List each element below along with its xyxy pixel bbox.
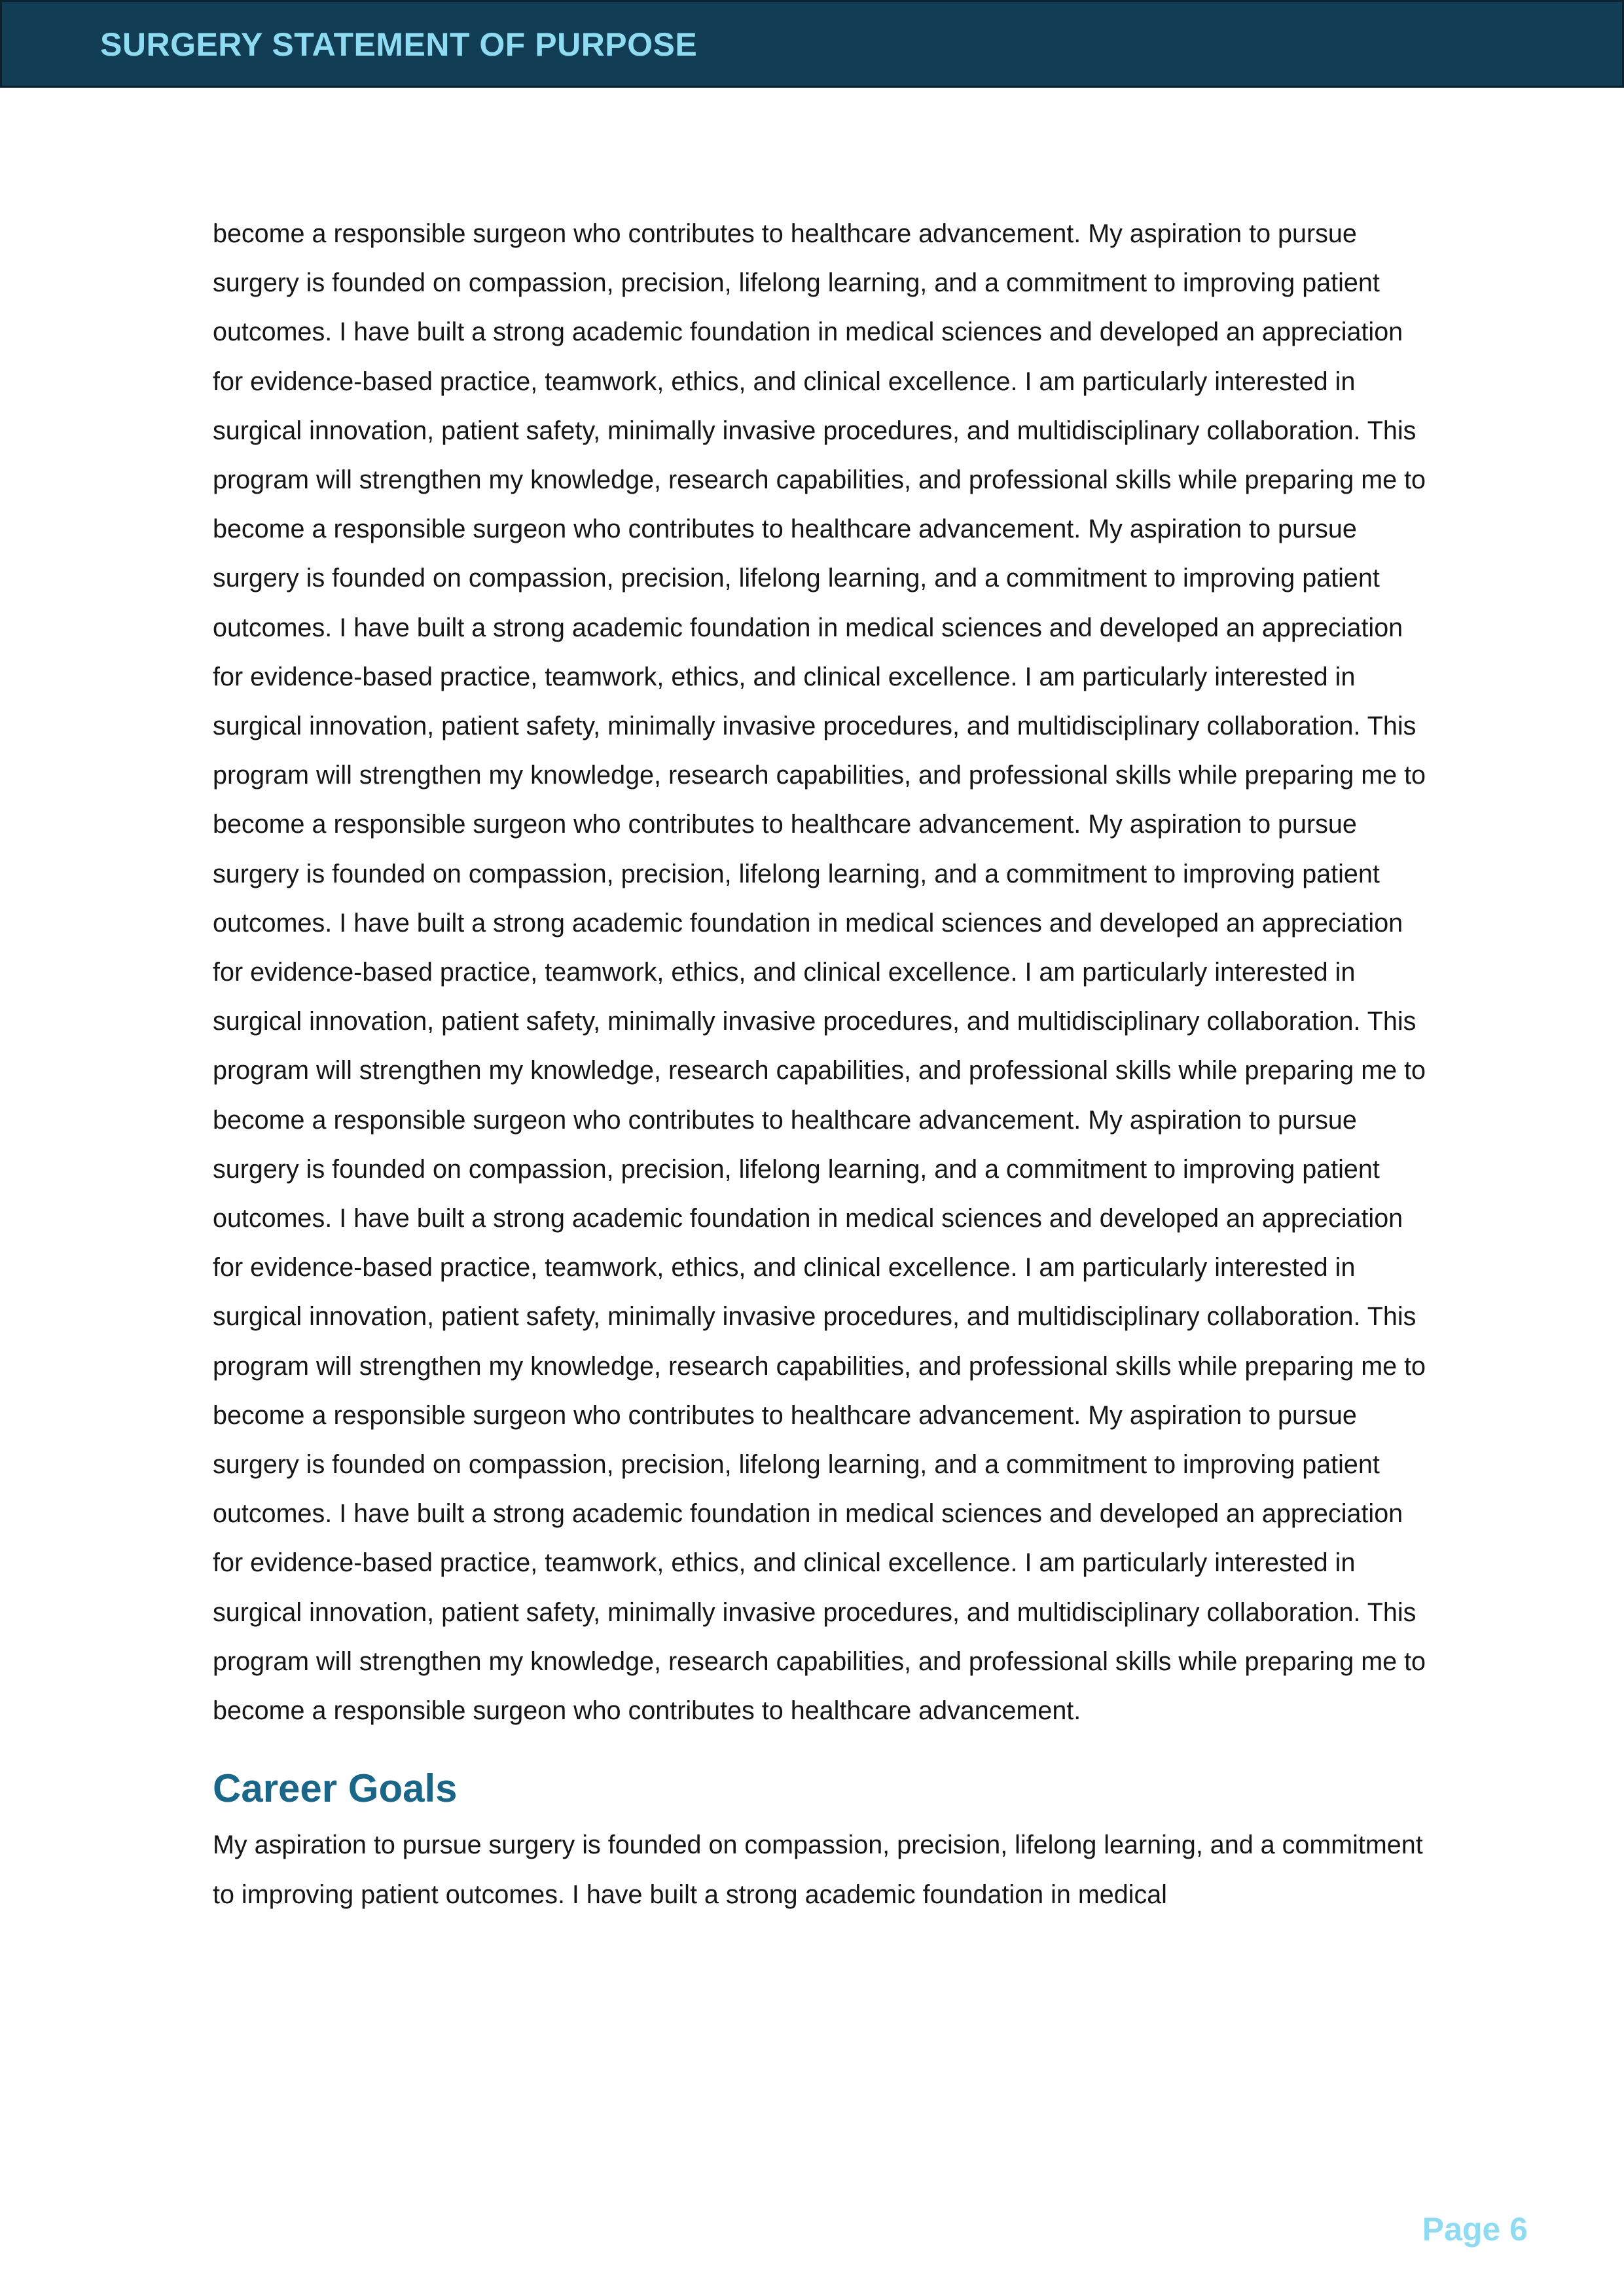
body-paragraph: My aspiration to pursue surgery is founded on compassion, precision, lifelong learning, and a commitment to improving patient outcomes. I have built a strong academic foundation in medical	[213, 1831, 1423, 1909]
section-heading-career-goals: Career Goals	[213, 1766, 458, 1811]
body-paragraph: become a responsible surgeon who contributes to healthcare advancement. My aspiration to pursue surgery is founded on compassion, precision, lifelong learning, and a commitment to improving patient outcomes. I have built a strong academic foundation in medical sciences and developed an appreciation for evidence-based practice, teamwork, ethics, and clinical excellence. I am particularly interested in surgical innovation, patient safety, minimally invasive procedures, and multidisciplinary collaboration. This program will strengthen my knowledge, research capabilities, and professional skills while preparing me to become a responsible surgeon who contributes to healthcare advancement. My aspiration to pursue surgery is founded on compassion, precision, lifelong learning, and a commitment to improving patient outcomes. I have built a strong academic foundation in medical sciences and developed an appreciation for evidence-based practice, teamwork, ethics, and clinical excellence. I am particularly interested in surgical innovation, patient safety, minimally invasive procedures, and multidisciplinary collaboration. This program will strengthen my knowledge, research capabilities, and professional skills while preparing me to become a responsible surgeon who contributes to healthcare advancement. My aspiration to pursue surgery is founded on compassion, precision, lifelong learning, and a commitment to improving patient outcomes. I have built a strong academic foundation in medical sciences and developed an appreciation for evidence-based practice, teamwork, ethics, and clinical excellence. I am particularly interested in surgical innovation, patient safety, minimally invasive procedures, and multidisciplinary collaboration. This program will strengthen my knowledge, research capabilities, and professional skills while preparing me to become a responsible surgeon who contributes to healthcare advancement. My aspiration to pursue surgery is founded on compassion, precision, lifelong learning, and a commitment to improving patient outcomes. I have built a strong academic foundation in medical sciences and developed an appreciation for evidence-based practice, teamwork, ethics, and clinical excellence. I am particularly interested in surgical innovation, patient safety, minimally invasive procedures, and multidisciplinary collaboration. This program will strengthen my knowledge, research capabilities, and professional skills while preparing me to become a responsible surgeon who contributes to healthcare advancement. My aspiration to pursue surgery is founded on compassion, precision, lifelong learning, and a commitment to improving patient outcomes. I have built a strong academic foundation in medical sciences and developed an appreciation for evidence-based practice, teamwork, ethics, and clinical excellence. I am particularly interested in surgical innovation, patient safety, minimally invasive procedures, and multidisciplinary collaboration. This program will strengthen my knowledge, research capabilities, and professional skills while preparing me to become a responsible surgeon who contributes to healthcare advancement.	[213, 219, 1426, 1726]
document-body	[213, 210, 1430, 1920]
page-number: Page 6	[1422, 2211, 1528, 2248]
header-bar	[0, 0, 1624, 88]
document-title: SURGERY STATEMENT OF PURPOSE	[100, 26, 698, 63]
